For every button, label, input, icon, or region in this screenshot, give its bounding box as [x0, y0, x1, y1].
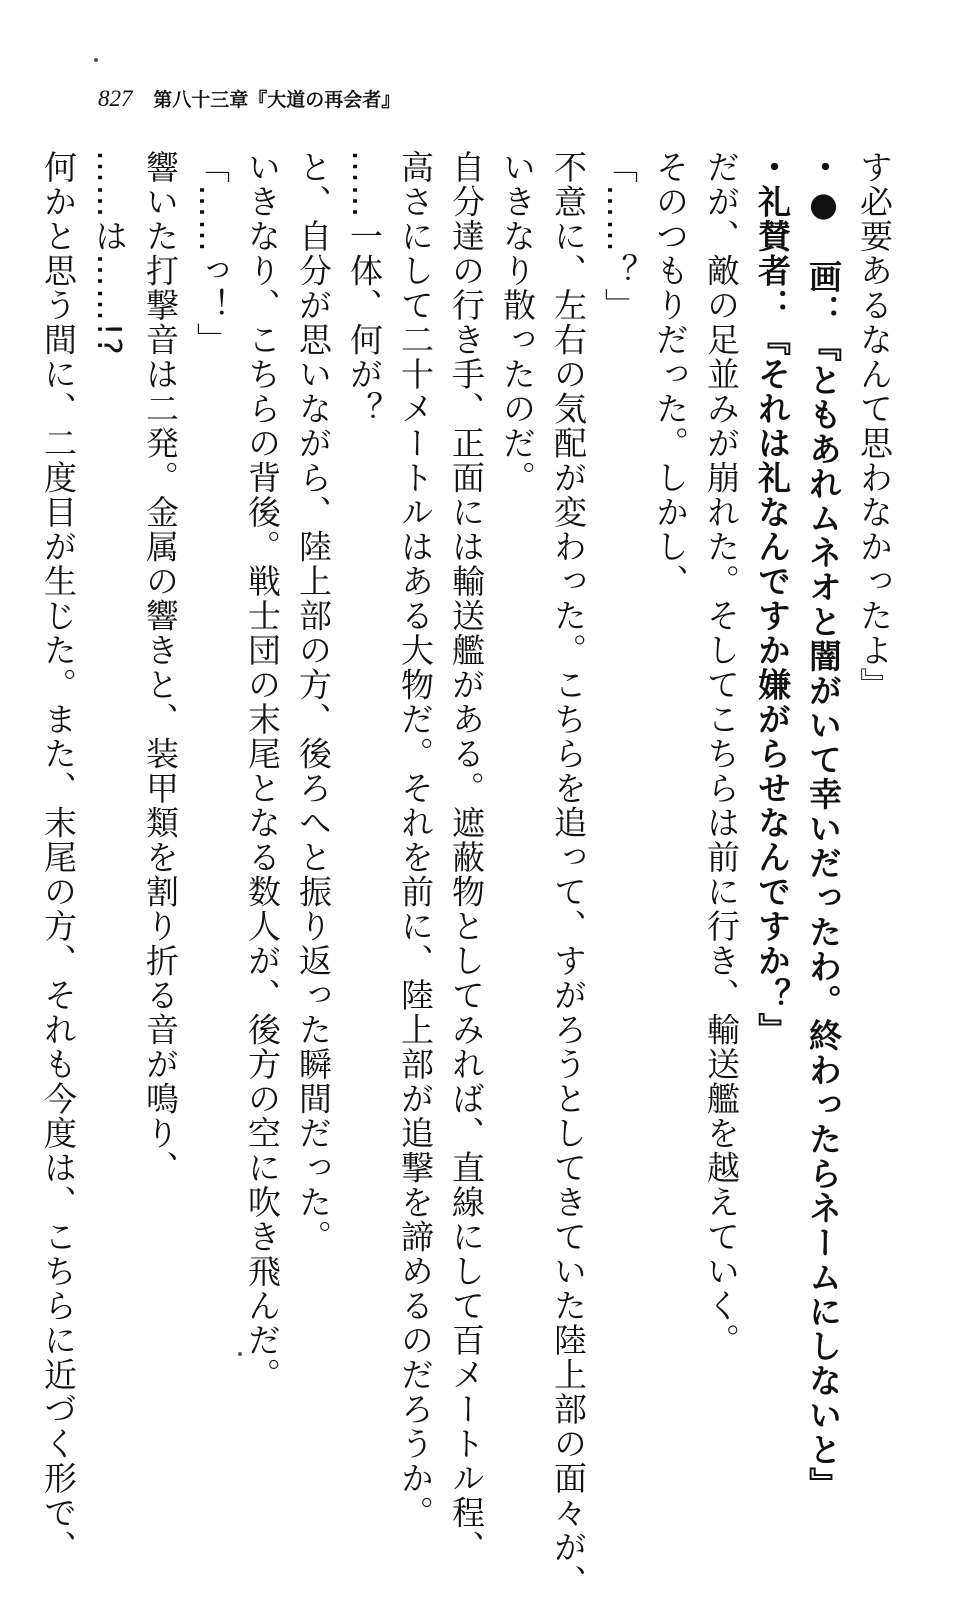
text-line: 高さにして二十メートルはある大物だ。それを前に、陸上部が追撃を諦めるのだろうか。 [396, 150, 435, 1530]
page-number: 827 [98, 86, 133, 111]
text-line: 響いた打撃音は二発。金属の響きと、装甲類を割り折る音が鳴り、 [141, 150, 180, 1185]
body-text [33, 150, 900, 1599]
text-line: 何かと思う間に、二度目が生じた。また、末尾の方、それも今度は、こちらに近づく形で、 [39, 150, 78, 1565]
chapter-title: 第八十三章『大道の再会者』 [153, 89, 401, 111]
text-line: いきなり散ったのだ。 [498, 150, 537, 495]
text-line: 「……？」 [600, 150, 639, 323]
text-line: 不意に、左右の気配が変わった。こちらを追って、すがろうとしてきていた陸上部の面々が、 [549, 150, 588, 1599]
text-line: 自分達の行き手、正面には輸送艦がある。遮蔽物としてみれば、直線にして百メートル程、 [447, 150, 486, 1565]
text-line: ・● 画：『ともあれムネオと闇がいて幸いだったわ。終わったらネームにしないと』 [804, 150, 843, 1502]
scan-speck [94, 58, 98, 62]
text-line: だが、敵の足並みが崩れた。そしてこちらは前に行き、輸送艦を越えていく。 [702, 150, 741, 1358]
text-line: ……一体、何が？ [345, 150, 384, 426]
scan-speck [238, 1352, 242, 1356]
text-line: す必要あるなんて思わなかったよ』 [855, 150, 894, 702]
text-line: ・礼賛者：『それは礼なんですか嫌がらせなんですか？』 [753, 150, 792, 1047]
text-line: ……は……!? [90, 150, 129, 357]
text-line: 「……っ！」 [192, 150, 231, 357]
running-header [98, 84, 400, 115]
text-line: いきなり、こちらの背後。戦士団の末尾となる数人が、後方の空に吹き飛んだ。 [243, 150, 282, 1392]
text-line: と、自分が思いながら、陸上部の方、後ろへと振り返った瞬間だった。 [294, 150, 333, 1254]
text-line: そのつもりだった。しかし、 [651, 150, 690, 599]
